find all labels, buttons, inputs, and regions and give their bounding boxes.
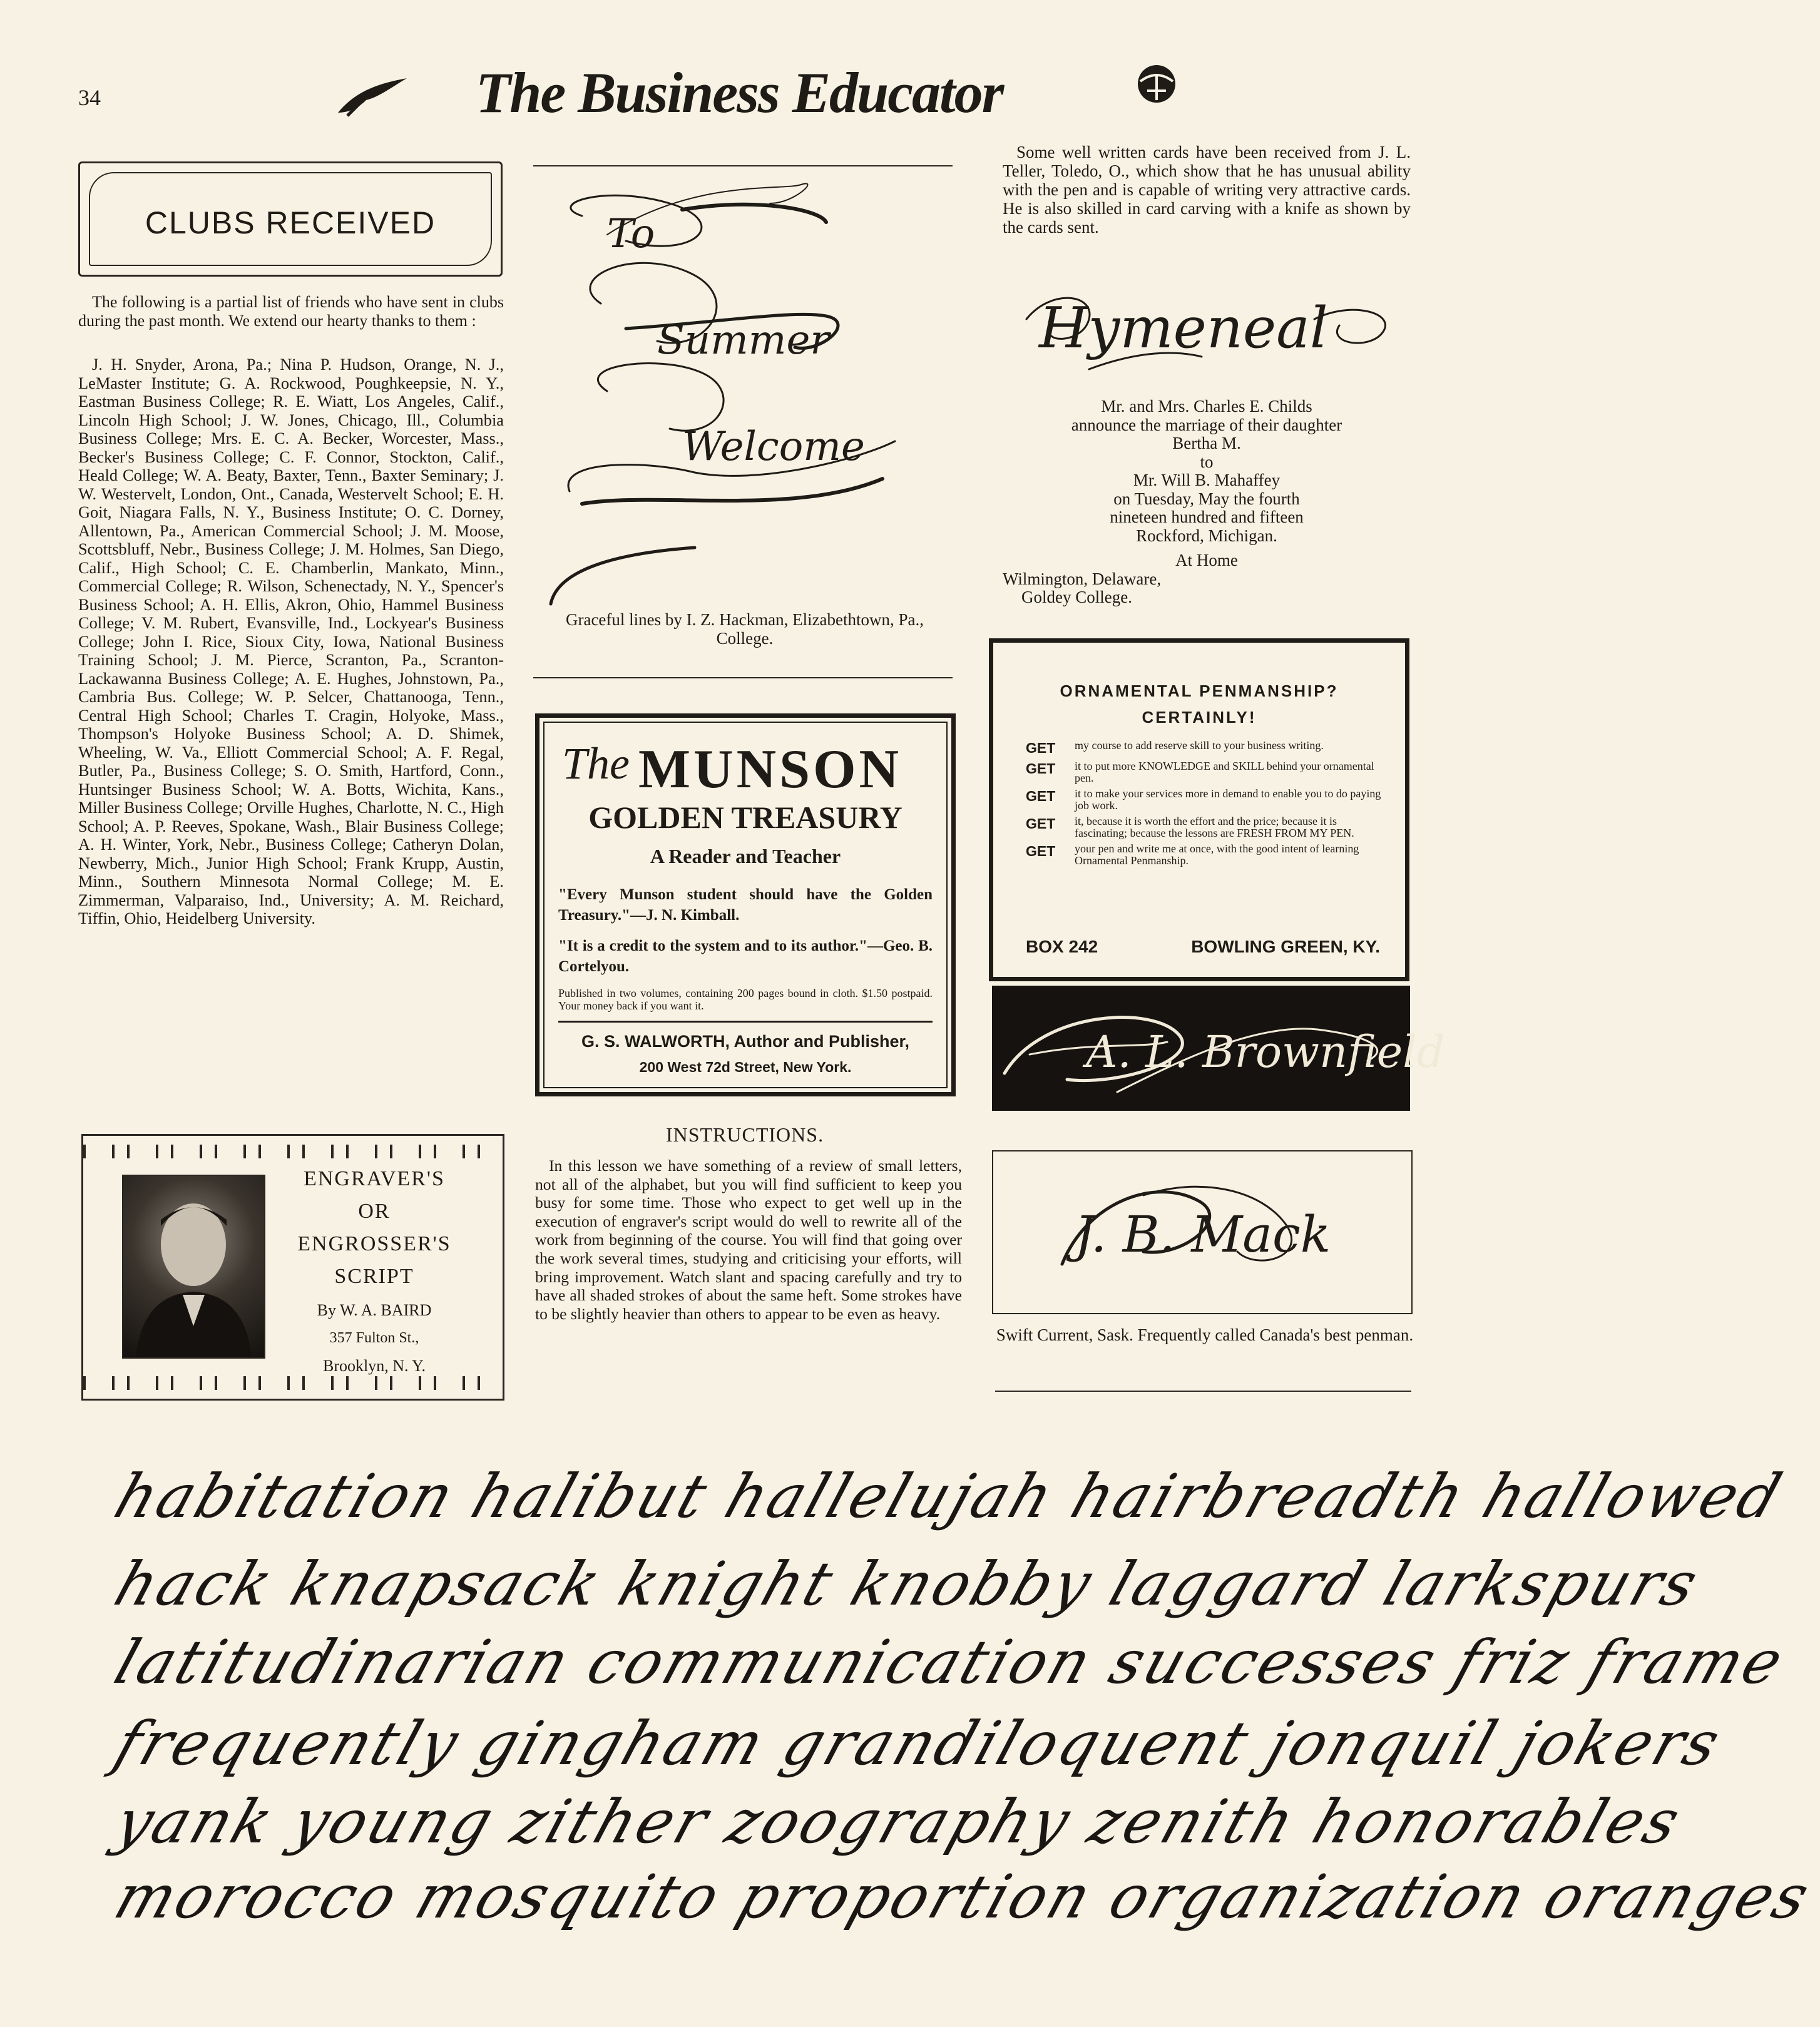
flourish-word-summer: Summer	[657, 317, 829, 364]
script-line-1: habitation halibut hallelujah hairbreadth hallowed	[106, 1461, 1792, 1531]
munson-divider	[558, 1021, 933, 1023]
penmanship-item2: it to put more KNOWLEDGE and SKILL behind your ornamental pen.	[1075, 760, 1374, 784]
get-label-5: GET	[1026, 843, 1056, 859]
wedding-home3: Goldey College.	[1021, 588, 1132, 606]
center-mid-rule	[533, 677, 953, 678]
penmanship-ad	[989, 638, 1409, 981]
munson-ad	[535, 713, 956, 1096]
hymeneal-text: Hymeneal	[1039, 295, 1328, 361]
cards-text: Some well written cards have been received from J. L. Teller, Toledo, O., which show that he has unusual ability with the pen and is capable of writing very attractive cards. He is also skilled in card carving with a knife as shown by the cards sent.	[1003, 143, 1411, 237]
instructions-title: INSTRUCTIONS.	[665, 1123, 824, 1146]
wedding-line3: Bertha M.	[1172, 434, 1241, 452]
penmanship-item3: it to make your services more in demand to enable you to do paying job work.	[1075, 787, 1381, 812]
engraver-author: By W. A. BAIRD	[317, 1301, 432, 1319]
right-bottom-rule	[995, 1391, 1411, 1392]
get-label-1: GET	[1026, 740, 1056, 756]
wedding-line7: nineteen hundred and fifteen	[1110, 508, 1304, 526]
penmanship-title2: CERTAINLY!	[1142, 708, 1257, 727]
munson-subtitle: GOLDEN TREASURY	[588, 800, 902, 835]
munson-title: MUNSON	[638, 739, 902, 800]
munson-quote2: "It is a credit to the system and to its author."—Geo. B. Cortelyou.	[558, 937, 933, 975]
clubs-title-inner-frame	[89, 172, 492, 266]
script-line-4: frequently gingham grandiloquent jonquil jokers	[106, 1708, 1731, 1779]
chain-border-bottom	[83, 1376, 503, 1390]
clubs-title: CLUBS RECEIVED	[145, 205, 436, 240]
get-label-2: GET	[1026, 760, 1056, 777]
chain-border-top	[83, 1145, 503, 1158]
wedding-line8: Rockford, Michigan.	[1136, 526, 1277, 545]
engraver-address2: Brooklyn, N. Y.	[323, 1357, 426, 1375]
wedding-line2: announce the marriage of their daughter	[1071, 415, 1342, 434]
mack-text: J. B. Mack	[1075, 1205, 1331, 1264]
wedding-line6: on Tuesday, May the fourth	[1113, 489, 1300, 508]
instructions-body: In this lesson we have something of a review of small letters, not all of the alphabet, but you will find sufficient to keep you busy for some time. Those who expect to get well up in the execution of engraver's script would do well to rewrite all of the work from beginning of the course. You will find that going over the work several times, studying and criticising your efforts, will bring improvement. Watch slant and spacing carefully and try to have all shaded strokes of about the same heft. Some strokes have to be slightly heavier than others to appear to be even as heavy.	[535, 1156, 962, 1323]
script-line-3: latitudinarian communication successes friz frame	[106, 1627, 1794, 1697]
penmanship-city: BOWLING GREEN, KY.	[1191, 937, 1380, 956]
wedding-announcement	[1003, 397, 1411, 607]
munson-address: 200 West 72d Street, New York.	[639, 1059, 852, 1075]
script-line-2: hack knapsack knight knobby laggard larkspurs	[106, 1549, 1709, 1619]
flourish-artwork	[532, 166, 953, 604]
munson-publisher: G. S. WALWORTH, Author and Publisher,	[581, 1032, 909, 1051]
flourish-word-welcome: Welcome	[682, 424, 865, 470]
engraver-address1: 357 Fulton St.,	[329, 1330, 419, 1346]
page-number: 34	[78, 85, 101, 110]
flourish-caption: Graceful lines by I. Z. Hackman, Elizabethtown, Pa., College.	[565, 610, 924, 648]
wedding-line4: to	[1200, 452, 1214, 471]
wedding-line1: Mr. and Mrs. Charles E. Childs	[1101, 397, 1312, 416]
wedding-home2: Wilmington, Delaware,	[1003, 569, 1162, 588]
munson-quote1: "Every Munson student should have the Golden Treasury."—J. N. Kimball.	[558, 886, 933, 924]
engraver-line4: SCRIPT	[334, 1265, 414, 1288]
portrait-photo	[122, 1175, 265, 1359]
brownfield-text: A. L. Brownfield	[1086, 1026, 1445, 1078]
quill-icon	[335, 69, 410, 119]
penmanship-item4: it, because it is worth the effort and the price; because it is fascinating; because the lessons are FRESH FROM MY PEN.	[1075, 815, 1354, 839]
clubs-title-frame	[78, 161, 503, 277]
flourish-word-to: To	[607, 211, 655, 257]
penmanship-item1: my course to add reserve skill to your business writing.	[1075, 739, 1324, 752]
engraver-line2: OR	[358, 1200, 391, 1223]
script-line-5: yank young zither zoography zenith honorables	[106, 1787, 1691, 1857]
crest-icon	[1132, 63, 1182, 108]
script-line-6: morocco mosquito proportion organization oranges	[106, 1862, 1820, 1932]
munson-the: The	[562, 738, 630, 789]
get-label-3: GET	[1026, 788, 1056, 804]
wedding-home1: At Home	[1175, 551, 1238, 569]
mack-caption: Swift Current, Sask. Frequently called Canada's best penman.	[996, 1325, 1414, 1344]
brownfield-signature	[992, 986, 1445, 1111]
clubs-list: J. H. Snyder, Arona, Pa.; Nina P. Hudson, Orange, N. J., LeMaster Institute; G. A. Rockwood, Poughkeepsie, N. Y., Eastman Business College; R. E. Wiatt, Los Angeles, Calif., Lincoln High School; J. W. Jones, Chicago, Ill., Columbia Business College; Mrs. E. C. A. Becker, Worcester, Mass., Becker's Business College; C. F. Connor, Stockton, Calif., Heald College; W. A. Beaty, Baxter, Tenn., Baxter Seminary; J. W. Westervelt, London, Ont., Canada, Westervelt School; E. H. Goit, Niagara Falls, N. Y., Business Institute; O. C. Dorney, Allentown, Pa., American Commercial School; J. M. Moose, Scottsbluff, Nebr., Business College; J. M. Holmes, San Diego, Calif., High School; C. E. Chamberlin, Mankato, Minn., Commercial College; R. Wilson, Schenectady, N. Y., Spencer's Business School; A. H. Ellis, Akron, Ohio, Hammel Business College; V. M. Rubert, Evansville, Ind., Lockyear's Business College; John I. Rice, Sioux City, Iowa, National Business Training School; J. M. Pierce, Scranton, Pa., Scranton-Lackawanna Business College; A. E. Hughes, Johnstown, Pa., Cambria Bus. College; W. P. Selcer, Chattanooga, Tenn., Central High School; Charles T. Cragin, Holyoke, Mass., Thompson's Holyoke Business School; A. D. Shimek, Wheeling, W. Va., Elliott Commercial School; A. F. Regal, Butler, Pa., Business College; S. O. Smith, Hartford, Conn., Huntsinger Business School; W. A. Botts, Wichita, Kans., Miller Business College; Orville Hughes, Charlotte, N. C., High School; A. P. Reeves, Spokane, Wash., Blair Business College; A. H. Winter, York, Nebr., Business College; Catheryn Dolan, Newberry, Mich., Junior High School; Frank Krupp, Austin, Minn., Southern Minnesota Normal College; M. E. Zimmerman, Valparaiso, Ind., University; A. M. Reichard, Tiffin, Ohio, Heidelberg University.	[78, 355, 504, 927]
masthead-title: The Business Educator	[476, 61, 1003, 125]
clubs-intro: The following is a partial list of friends who have sent in clubs during the past month. We extend our hearty thanks to them :	[78, 293, 504, 330]
engraver-ad	[81, 1134, 504, 1401]
mack-signature	[992, 1150, 1413, 1314]
munson-details: Published in two volumes, containing 200 pages bound in cloth. $1.50 postpaid. Your money back if you want it.	[558, 987, 933, 1012]
wedding-line5: Mr. Will B. Mahaffey	[1133, 471, 1281, 489]
penmanship-box: BOX 242	[1026, 937, 1098, 956]
engraver-line3: ENGROSSER'S	[297, 1232, 451, 1255]
penmanship-title1: ORNAMENTAL PENMANSHIP?	[1060, 682, 1339, 700]
munson-tagline: A Reader and Teacher	[650, 845, 841, 867]
get-label-4: GET	[1026, 815, 1056, 832]
hymeneal-heading	[1014, 275, 1402, 388]
penmanship-item5: your pen and write me at once, with the good intent of learning Ornamental Penmanship.	[1075, 842, 1359, 867]
engraver-line1: ENGRAVER'S	[304, 1167, 445, 1190]
